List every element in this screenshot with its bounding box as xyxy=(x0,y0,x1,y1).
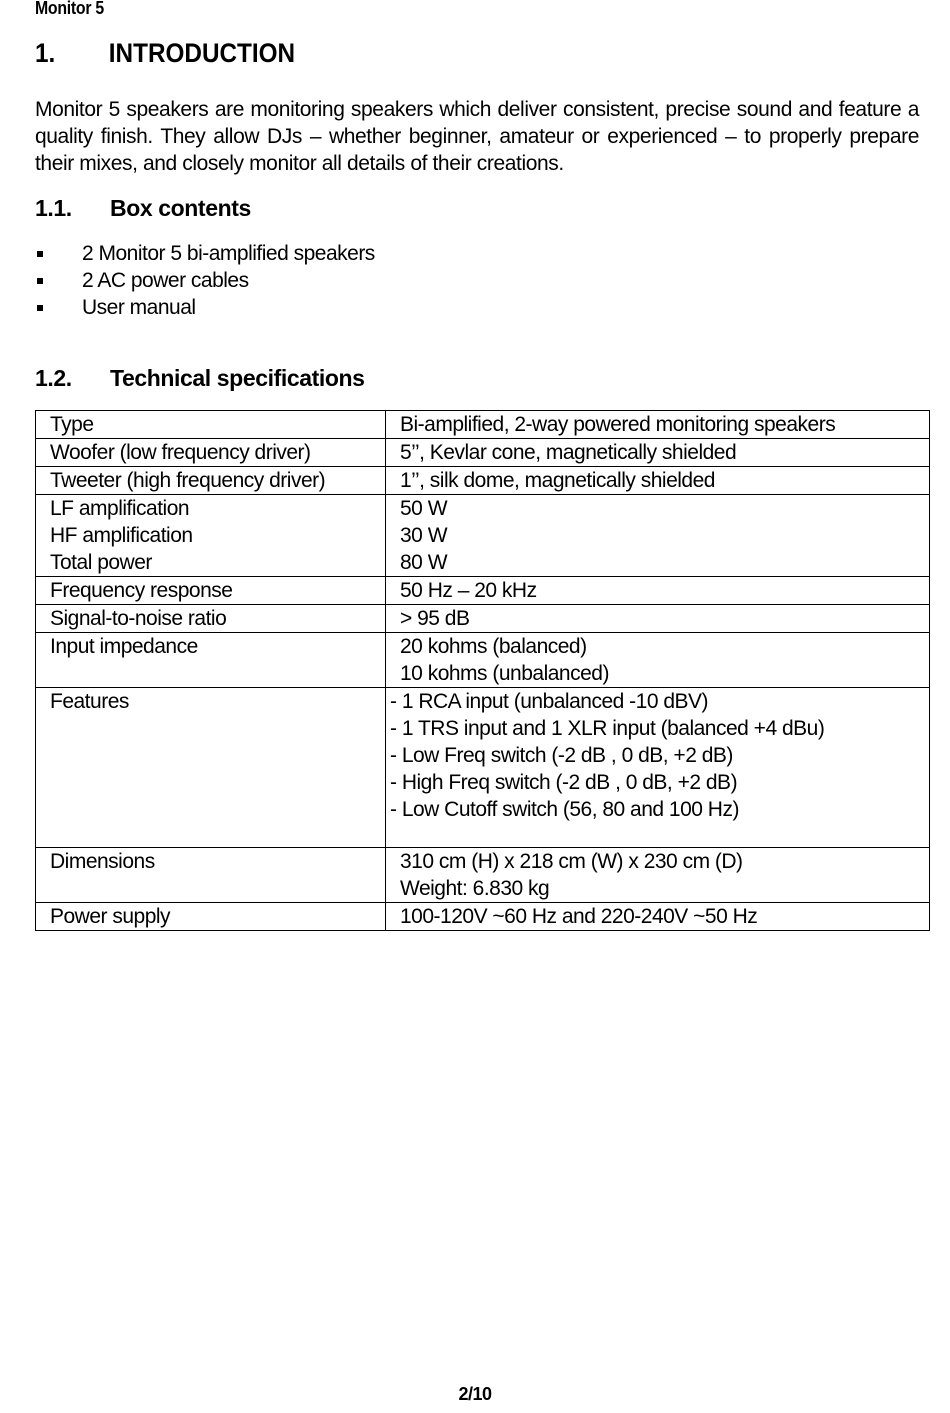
spec-value: 310 cm (H) x 218 cm (W) x 230 cm (D) Weight: 6.830 kg xyxy=(386,848,930,903)
spec-label: Dimensions xyxy=(36,848,386,903)
square-bullet-icon xyxy=(37,251,43,257)
list-item-text: 2 Monitor 5 bi-amplified speakers xyxy=(82,242,375,265)
running-header: Monitor 5 xyxy=(35,0,104,18)
intro-paragraph: Monitor 5 speakers are monitoring speakers which deliver consistent, precise sound and feature a quality finish. They allow DJs – whether beginner, amateur or experienced – to properly prepare their mixes, and closely monitor all details of their creations. xyxy=(35,98,919,175)
table-row xyxy=(36,848,930,903)
subsection-heading-technical-specifications xyxy=(35,365,365,392)
table-row xyxy=(36,605,930,633)
spec-value: 5’’, Kevlar cone, magnetically shielded xyxy=(386,439,930,467)
spec-value: 20 kohms (balanced) 10 kohms (unbalanced) xyxy=(386,633,930,688)
spec-value: - 1 RCA input (unbalanced -10 dBV) - 1 TRS input and 1 XLR input (balanced +4 dBu) - Low Freq switch (-2 dB , 0 dB, +2 dB) - High Freq switch (-2 dB , 0 dB, +2 dB) - Low Cutoff switch (56, 80 and 100 Hz) xyxy=(386,688,930,848)
page-number: 2/10 xyxy=(458,1384,492,1404)
list-item-text: User manual xyxy=(82,296,196,319)
subsection-number: 1.1. xyxy=(35,195,72,221)
section-heading-introduction xyxy=(35,38,295,69)
spec-value: 1’’, silk dome, magnetically shielded xyxy=(386,467,930,495)
box-contents-list xyxy=(35,240,375,321)
square-bullet-icon xyxy=(37,305,43,311)
list-item xyxy=(35,267,375,294)
spec-label: LF amplification HF amplification Total power xyxy=(36,495,386,577)
spec-label: Type xyxy=(36,411,386,439)
subsection-title: Box contents xyxy=(110,195,251,221)
list-item xyxy=(35,294,375,321)
spec-label: Features xyxy=(36,688,386,848)
spec-value: 100-120V ~60 Hz and 220-240V ~50 Hz xyxy=(386,903,930,931)
spec-label: Signal-to-noise ratio xyxy=(36,605,386,633)
table-row xyxy=(36,577,930,605)
subsection-title: Technical specifications xyxy=(110,365,365,391)
section-title: INTRODUCTION xyxy=(108,38,296,68)
specifications-table xyxy=(35,410,930,931)
spec-label: Woofer (low frequency driver) xyxy=(36,439,386,467)
spec-value: 50 Hz – 20 kHz xyxy=(386,577,930,605)
table-row xyxy=(36,411,930,439)
list-item-text: 2 AC power cables xyxy=(82,269,249,292)
table-row xyxy=(36,439,930,467)
spec-value: > 95 dB xyxy=(386,605,930,633)
list-item xyxy=(35,240,375,267)
table-row xyxy=(36,633,930,688)
spec-label: Power supply xyxy=(36,903,386,931)
subsection-heading-box-contents xyxy=(35,195,251,222)
section-number: 1. xyxy=(35,38,56,68)
subsection-number: 1.2. xyxy=(35,365,72,391)
spec-label: Frequency response xyxy=(36,577,386,605)
square-bullet-icon xyxy=(37,278,43,284)
spec-label: Tweeter (high frequency driver) xyxy=(36,467,386,495)
table-row xyxy=(36,495,930,577)
table-row xyxy=(36,688,930,848)
spec-value: Bi-amplified, 2-way powered monitoring speakers xyxy=(386,411,930,439)
spec-label: Input impedance xyxy=(36,633,386,688)
table-row xyxy=(36,467,930,495)
table-row xyxy=(36,903,930,931)
spec-value: 50 W 30 W 80 W xyxy=(386,495,930,577)
